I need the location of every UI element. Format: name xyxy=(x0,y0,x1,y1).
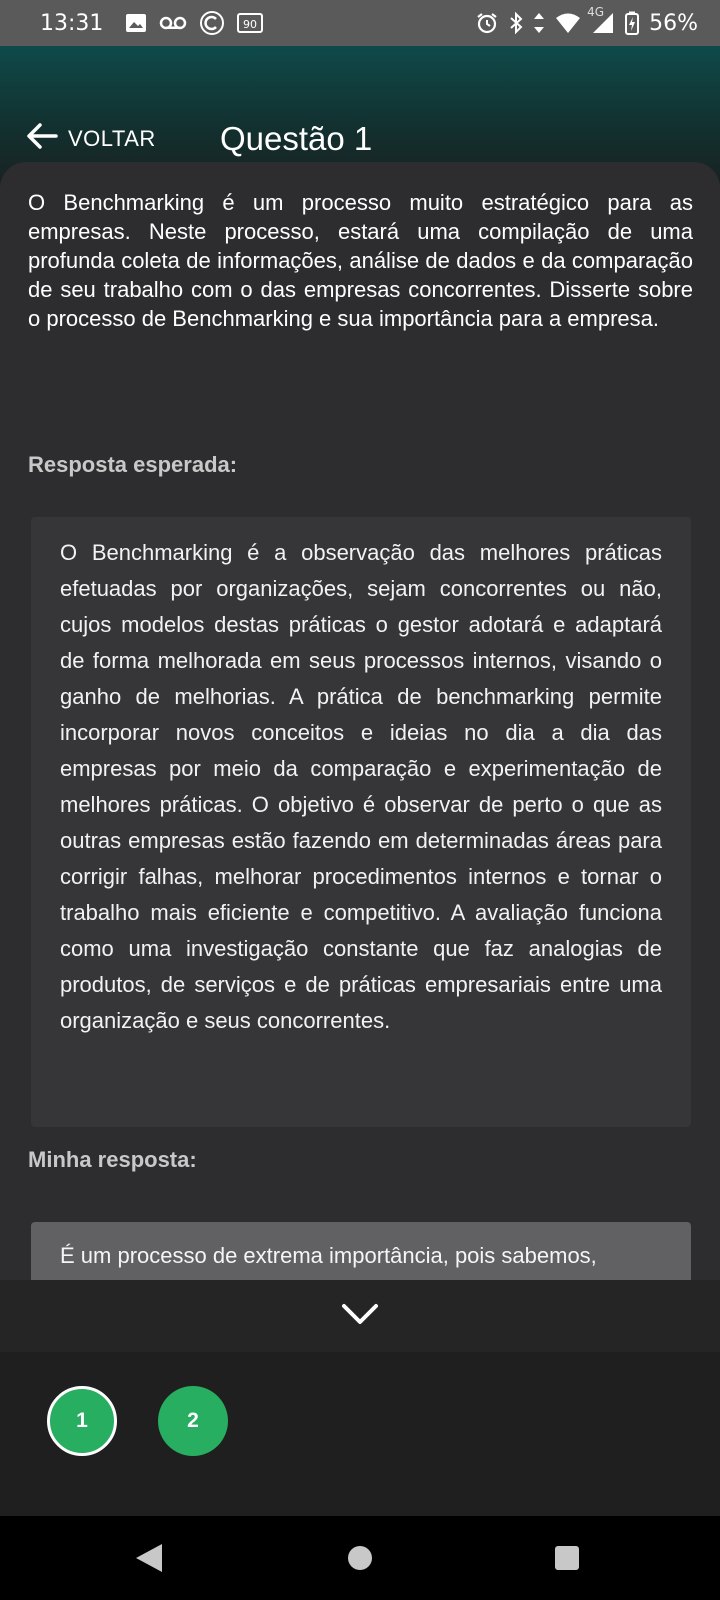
question-card[interactable] xyxy=(0,162,720,1282)
expected-answer-box xyxy=(31,517,691,1127)
voicemail-icon xyxy=(159,15,187,31)
signal-icon xyxy=(587,5,615,35)
status-bar xyxy=(0,0,720,46)
my-answer-box xyxy=(31,1222,691,1282)
svg-text:90: 90 xyxy=(243,18,258,31)
battery-charging-icon xyxy=(625,11,639,35)
notification-icons xyxy=(125,10,265,36)
battery-percent: 56% xyxy=(649,10,698,36)
expected-answer-label: Resposta esperada: xyxy=(28,452,238,477)
nav-back-icon[interactable] xyxy=(134,1542,164,1579)
collapse-toggle[interactable] xyxy=(0,1280,720,1352)
box-90-icon xyxy=(237,13,265,33)
wifi-icon xyxy=(555,12,581,34)
question-text: O Benchmarking é um processo muito estratégico para as empresas. Neste processo, estará uma compilação de uma profunda coleta de informações, análise de dados e da comparação de seu trabalho com o das empresas concorrentes. Disserte sobre o processo de Benchmarking e sua importância para a empresa. xyxy=(28,190,693,331)
question-nav-button-1[interactable]: 1 xyxy=(47,1386,117,1456)
nav-home-icon[interactable] xyxy=(347,1545,373,1576)
expected-answer-text: O Benchmarking é a observação das melhores práticas efetuadas por organizações, sejam concorrentes ou não, cujos modelos destas práticas o gestor adotará e adaptará de forma melhorada em seus processos internos, visando o ganho de melhorias. A prática de benchmarking permite incorporar novos conceitos e ideias no dia a dia das empresas por meio da comparação e experimentação de melhores práticas. O objetivo é observar de perto o que as outras empresas estão fazendo em determinadas áreas para corrigir falhas, melhorar procedimentos internos e tornar o trabalho mais eficiente e competitivo. A avaliação funciona como uma investigação constante que faz analogias de produtos, de serviços e de práticas empresariais entre uma organização e seus concorrentes. xyxy=(60,540,662,1033)
image-icon xyxy=(125,13,147,33)
network-type: 4G xyxy=(587,5,605,19)
my-answer-label: Minha resposta: xyxy=(28,1147,197,1172)
system-nav-bar xyxy=(0,1516,720,1600)
bluetooth-icon xyxy=(509,11,523,35)
alarm-icon xyxy=(475,11,499,35)
chevron-down-icon xyxy=(340,1301,380,1332)
data-arrows-icon xyxy=(533,12,545,34)
nav-recents-icon[interactable] xyxy=(554,1545,580,1576)
system-icons xyxy=(475,0,698,46)
question-nav xyxy=(0,1352,720,1516)
page-title: Questão 1 xyxy=(220,120,373,157)
back-button[interactable] xyxy=(26,122,156,155)
my-answer-text: É um processo de extrema importância, pois sabemos, xyxy=(60,1243,597,1268)
arrow-left-icon xyxy=(26,122,58,155)
question-nav-button-2[interactable]: 2 xyxy=(158,1386,228,1456)
copyright-c-icon xyxy=(199,10,225,36)
back-label: VOLTAR xyxy=(68,125,156,151)
status-time: 13:31 xyxy=(40,10,104,36)
